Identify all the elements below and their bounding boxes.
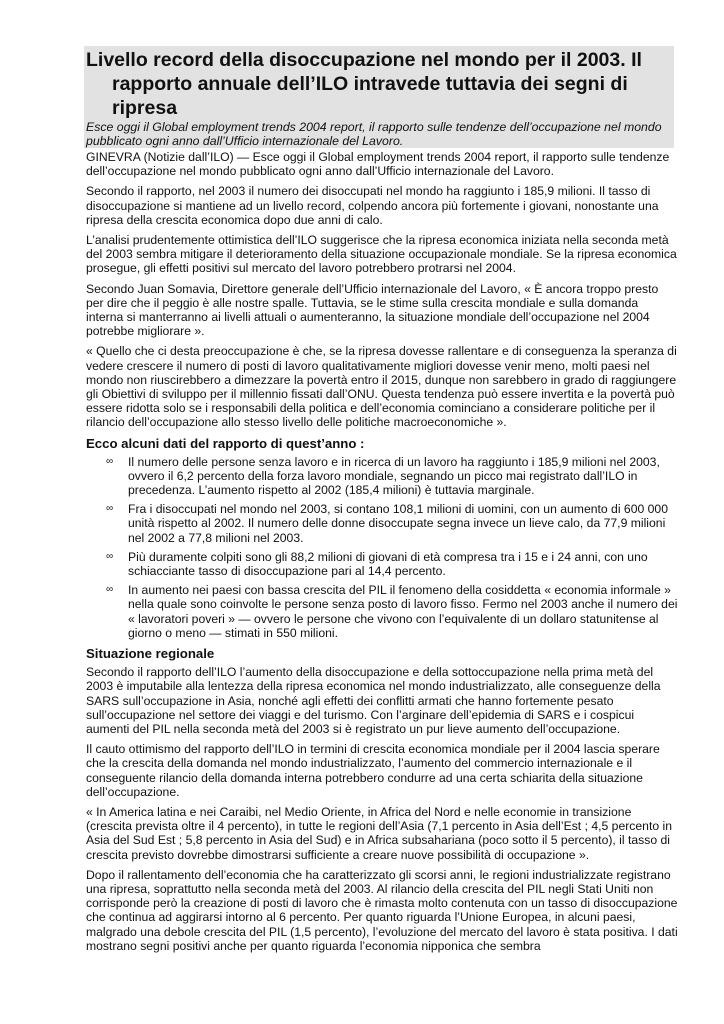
paragraph: Il cauto ottimismo del rapporto dell’ILO in termini di crescita economica mondiale per il 2004 lascia sperare che la crescita della domanda nel mondo industrializzato, l’aumento del commercio internazionale e il conseguente rilancio della domanda interna potrebbero condurre ad una certa schiarita della situazione dell’occupazione. (86, 742, 660, 799)
paragraph: GINEVRA (Notizie dall’ILO) — Esce oggi il Global employment trends 2004 report, il rapporto sulle tendenze dell’occupazione nel mondo pubblicato ogni anno dall’Ufficio internazionale del Lavoro. (86, 150, 670, 179)
bullet-text: In aumento nei paesi con bassa crescita del PIL il fenomeno della cosiddetta « economia informale » nella quale sono coinvolte le persone senza posto di lavoro fisso. Fermo nel 2003 anche il numero dei « lavoratori poveri » — ovvero le persone che vivono con l’equivalente di un dollaro statunitense al giorno o meno — stimati in 550 milioni. (128, 583, 678, 640)
list-item (86, 502, 678, 545)
paragraph: Dopo il rallentamento dell’economia che ha caratterizzato gli scorsi anni, le regioni industrializzate registrano una ripresa, soprattutto nella seconda metà del 2003. Al rilancio della crescita del PIL negli Stati Uniti non corrisponde però la creazione di posti di lavoro che è rimasta molto contenuta con un tasso di disoccupazione che continua ad aggirarsi intorno al 6 percento. Per quanto riguarda l’Unione Europea, in alcuni paesi, malgrado una debole crescita del PIL (1,5 percento), l’evoluzione del mercato del lavoro è stata positiva. I dati mostrano segni positivi anche per quanto riguarda l’economia nipponica che sembra (86, 867, 678, 953)
article-subtitle: Esce oggi il Global employment trends 2004 report, il rapporto sulle tendenze dell’occupazione nel mondo pubblicato ogni anno dall’Ufficio internazionale del Lavoro. (86, 120, 662, 148)
infinity-bullet-icon: ∞ (106, 455, 114, 467)
section-heading-regional: Situazione regionale (86, 646, 215, 662)
article-body (86, 150, 678, 959)
list-item (86, 455, 678, 498)
infinity-bullet-icon: ∞ (106, 550, 114, 562)
bullet-text: Il numero delle persone senza lavoro e in ricerca di un lavoro ha raggiunto i 185,9 milioni nel 2003, ovvero il 6,2 percento della forza lavoro mondiale, segnando un picco mai registrato dall’ILO in precedenza. L’aumento rispetto al 2002 (185,4 milioni) è tuttavia marginale. (128, 454, 660, 498)
list-item (86, 550, 678, 578)
paragraph: Secondo il rapporto dell’ILO l’aumento della disoccupazione e della sottoccupazione nella prima metà del 2003 è imputabile alla lentezza della ripresa economica nel mondo industrializzato, alle conseguenze della SARS sull’occupazione in Asia, nonché agli effetti dei conflitti armati che hanno fortemente pesato sull’occupazione nel settore dei viaggi e del turismo. Con l’arginare dell’epidemia di SARS e i cospicui aumenti del PIL nella seconda metà del 2003 si è registrato un pur lieve aumento dell’occupazione. (86, 665, 661, 736)
bullet-text: Più duramente colpiti sono gli 88,2 milioni di giovani di età compresa tra i 15 e i 24 anni, con uno schiacciante tasso di disoccupazione pari al 14,4 percento. (128, 549, 648, 579)
infinity-bullet-icon: ∞ (106, 584, 114, 596)
section-heading-data: Ecco alcuni dati del rapporto di quest’anno : (86, 435, 365, 451)
paragraph: Secondo il rapporto, nel 2003 il numero dei disoccupati nel mondo ha raggiunto i 185,9 milioni. Il tasso di disoccupazione si mantiene ad un livello record, colpendo ancora più fortemente i giovani, nonostante una ripresa della crescita economica dopo due anni di calo. (86, 184, 659, 227)
list-item (86, 583, 678, 640)
paragraph: « In America latina e nei Caraibi, nel Medio Oriente, in Africa del Nord e nelle economie in transizione (crescita prevista oltre il 4 percento), in tutte le regioni dell’Asia (7,1 percento in Asia dell’Est ; 4,5 percento in Asia del Sud Est ; 5,8 percento in Asia del Sud) e in Africa subsahariana (poco sotto il 5 percento), il tasso di crescita previsto dovrebbe dimostrarsi sufficiente a creare nuove possibilità di occupazione ». (86, 804, 672, 862)
bullet-text: Fra i disoccupati nel mondo nel 2003, si contano 108,1 milioni di uomini, con un aumento di 600 000 unità rispetto al 2002. Il numero delle donne disoccupate segna invece un lieve calo, da 77,9 milioni nel 2002 a 77,8 milioni nel 2003. (128, 502, 668, 545)
article-title: Livello record della disoccupazione nel mondo per il 2003. Il rapporto annuale dell’ILO intravede tuttavia dei segni di ripresa (86, 49, 642, 119)
paragraph: Secondo Juan Somavia, Direttore generale dell’Ufficio internazionale del Lavoro, « È ancora troppo presto per dire che il peggio è alle nostre spalle. Tuttavia, se le stime sulla crescita mondiale e sulla domanda interna si manterranno ai livelli attuali o aumenteranno, la situazione mondiale dell’occupazione nel 2004 potrebbe migliorare ». (86, 281, 659, 339)
infinity-bullet-icon: ∞ (106, 503, 114, 515)
paragraph: L’analisi prudentemente ottimistica dell’ILO suggerisce che la ripresa economica iniziata nella seconda metà del 2003 sembra mitigare il deterioramento della situazione occupazionale mondiale. Se la ripresa economica prosegue, gli effetti positivi sul mercato del lavoro potrebbero protrarsi nel 2004. (86, 233, 677, 276)
paragraph: « Quello che ci desta preoccupazione è che, se la ripresa dovesse rallentare e di conseguenza la speranza di vedere crescere il numero di posti di lavoro qualitativamente migliori dovesse venir meno, molti paesi nel mondo non riuscirebbero a dimezzare la povertà entro il 2015, dunque non sarebbero in grado di raggiungere gli Obiettivi di sviluppo per il millennio fissati dall’ONU. Questa tendenza può essere invertita e la povertà può essere ridotta solo se i responsabili della politica e dell’economia cominciano a considerare politiche per il rilancio dell’occupazione allo stesso livello delle politiche macroeconomiche ». (86, 344, 677, 430)
